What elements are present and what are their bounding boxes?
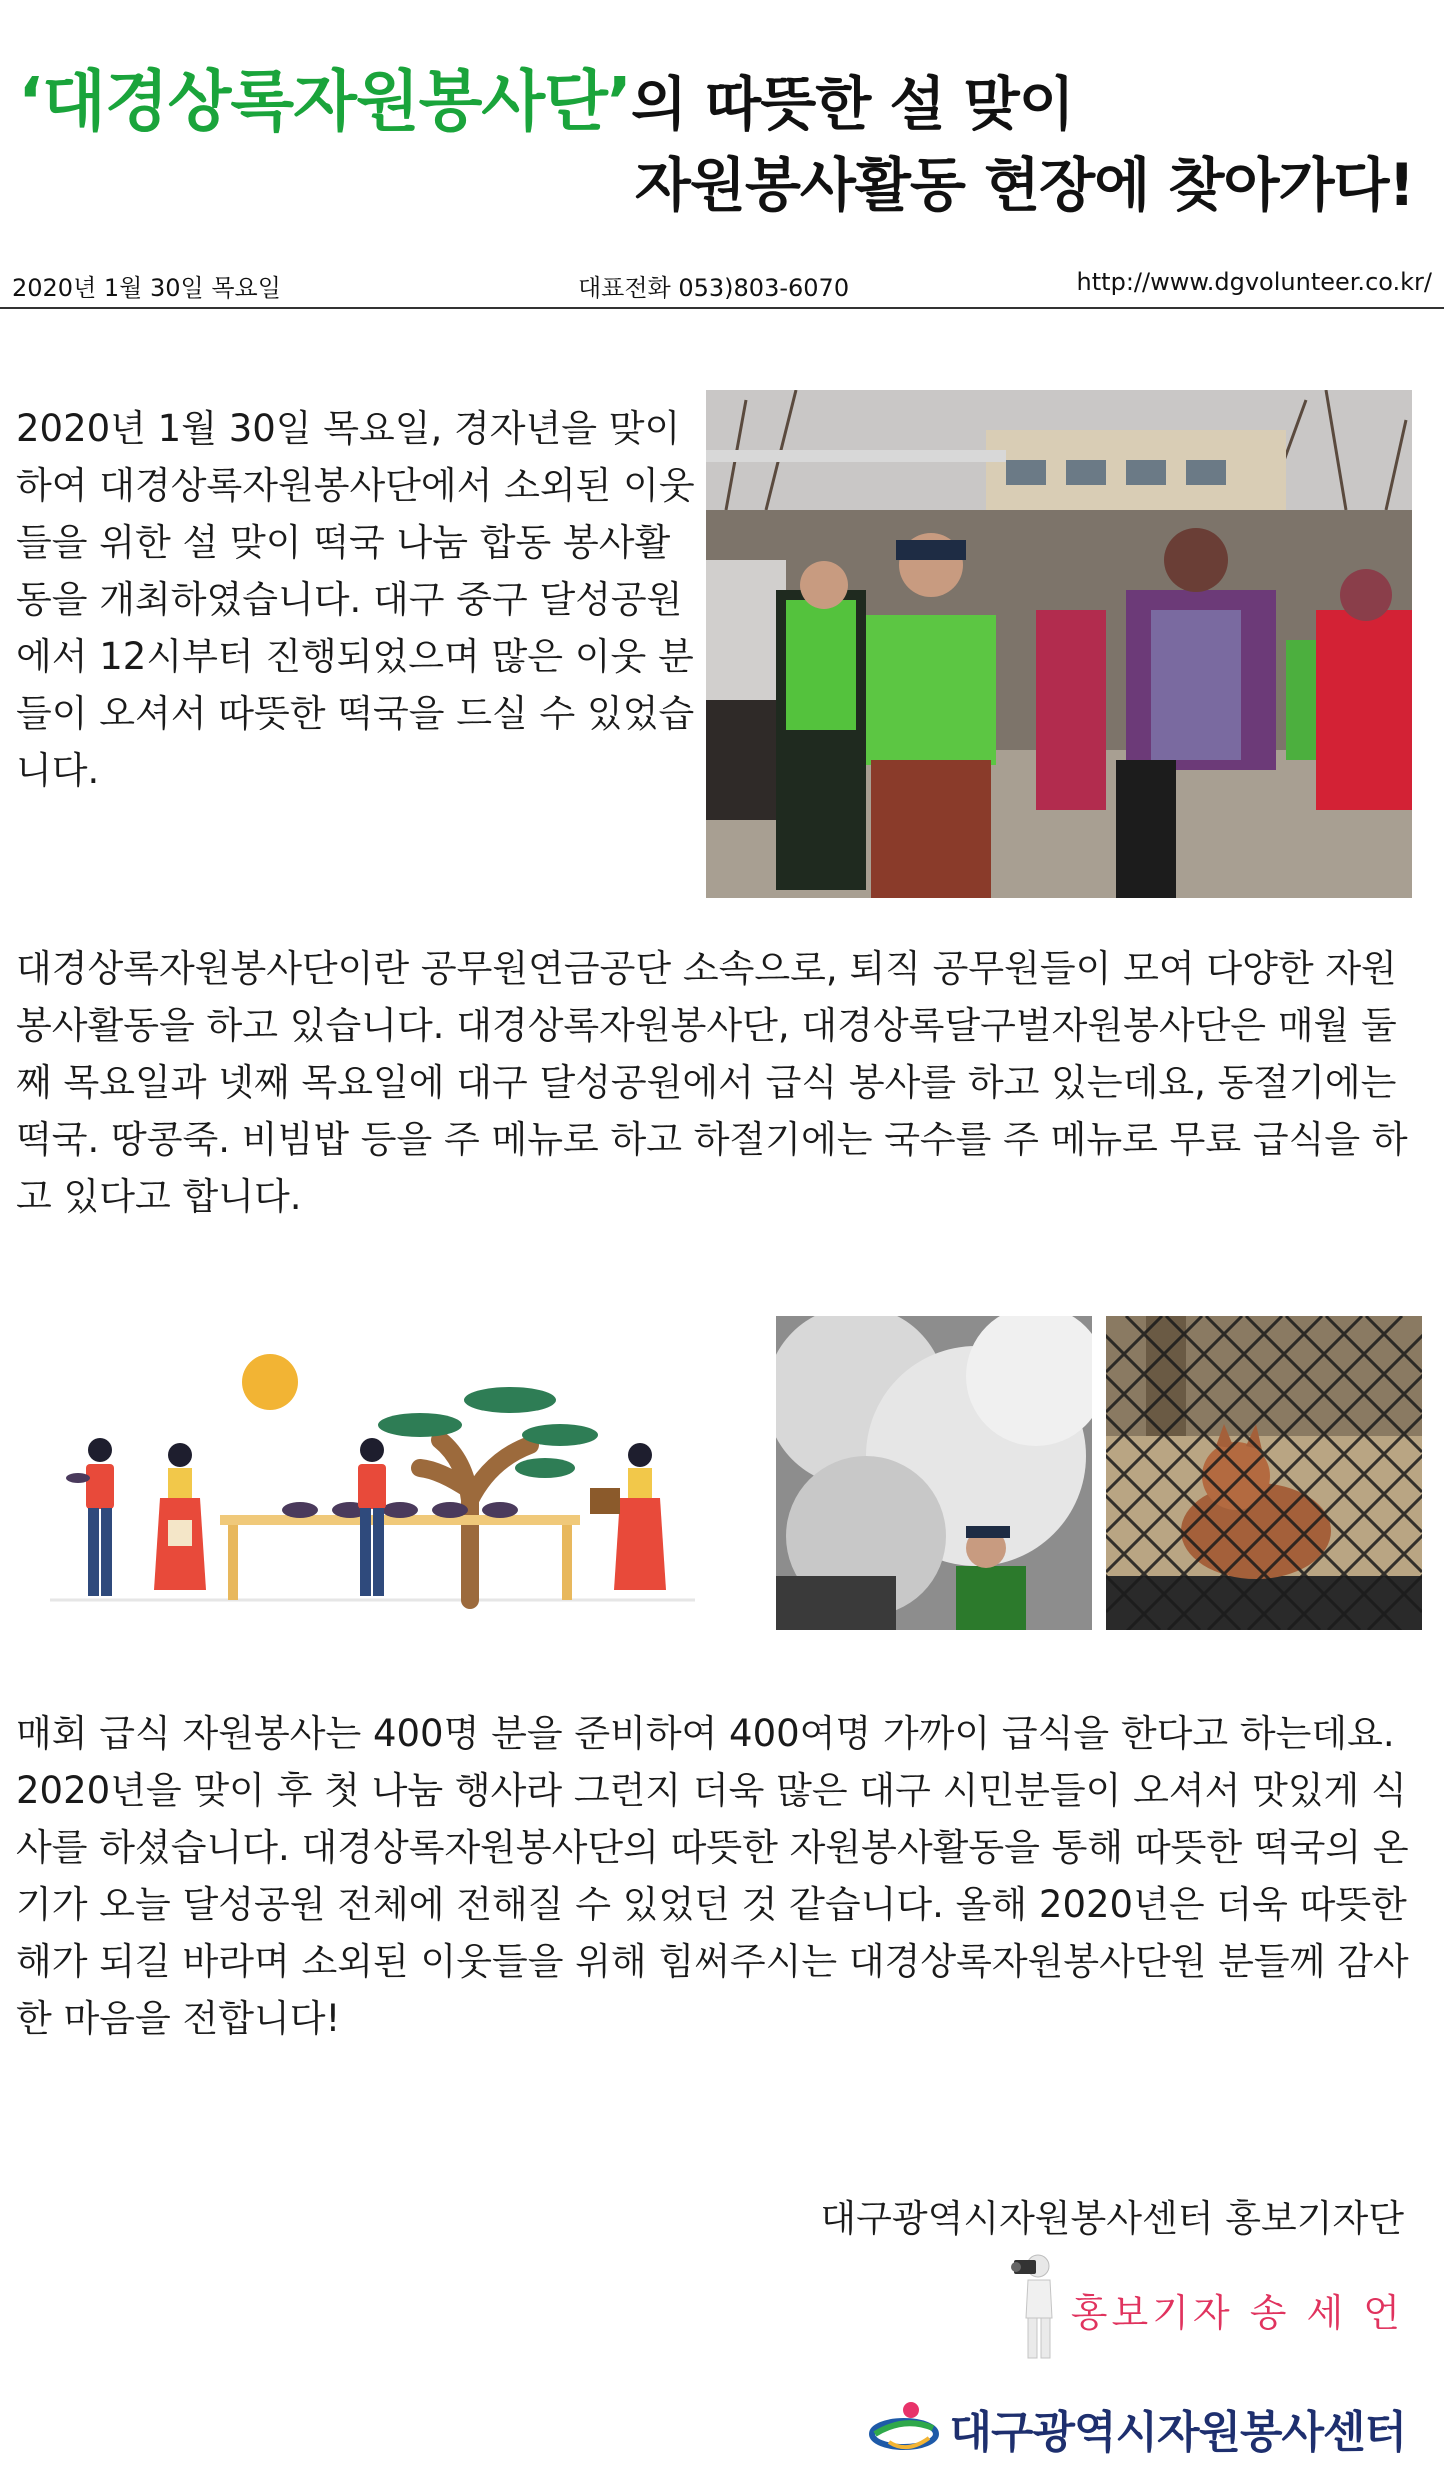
headline-rest: 의 따뜻한 설 맞이 xyxy=(630,70,1074,138)
reporter-camera-figure-icon xyxy=(1006,2252,1066,2362)
headline-org-name: ‘대경상록자원봉사단’ xyxy=(18,63,631,140)
reporter-name: 홍보기자 송 세 언 xyxy=(1070,2291,1404,2335)
header-divider xyxy=(0,307,1444,309)
steam-photo xyxy=(776,1316,1092,1630)
seollal-sharing-illustration xyxy=(40,1350,700,1610)
headline-line2: 자원봉사활동 현장에 찾아가다! xyxy=(634,151,1414,219)
zoo-animal-photo xyxy=(1106,1316,1422,1630)
publish-date: 2020년 1월 30일 목요일 xyxy=(12,274,281,302)
website-link[interactable]: http://www.dgvolunteer.co.kr/ xyxy=(1076,268,1432,296)
volunteer-center-logo-icon xyxy=(869,2398,939,2458)
phone-number: 대표전화 053)803-6070 xyxy=(578,274,850,302)
article-paragraph-2: 대경상록자원봉사단이란 공무원연금공단 소속으로, 퇴직 공무원들이 모여 다양한 자원봉사활동을 하고 있습니다. 대경상록자원봉사단, 대경상록달구벌자원봉사단은 매월 둘째 목요일과 넷째 목요일에 대구 달성공원에서 급식 봉사를 하고 있는데요, 동절기에는 떡국. 땅콩죽. 비빔밥 등을 주 메뉴로 하고 하절기에는 국수를 주 메뉴로 무료 급식을 하고 있다고 합니다. xyxy=(16,947,1408,1218)
article-paragraph-3: 매회 급식 자원봉사는 400명 분을 준비하여 400여명 가까이 급식을 한다고 하는데요. 2020년을 맞이 후 첫 나눔 행사라 그런지 더욱 많은 대구 시민분들이 오셔서 맛있게 식사를 하셨습니다. 대경상록자원봉사단의 따뜻한 자원봉사활동을 통해 따뜻한 떡국의 온기가 오늘 달성공원 전체에 전해질 수 있었던 것 같습니다. 올해 2020년은 더욱 따뜻한 해가 되길 바라며 소외된 이웃들을 위해 힘써주시는 대경상록자원봉사단원 분들께 감사한 마음을 전합니다! xyxy=(16,1712,1409,2040)
article-paragraph-1: 2020년 1월 30일 목요일, 경자년을 맞이하여 대경상록자원봉사단에서 소외된 이웃들을 위한 설 맞이 떡국 나눔 합동 봉사활동을 개최하였습니다. 대구 중구 달성공원에서 12시부터 진행되었으며 많은 이웃 분들이 오셔서 따뜻한 떡국을 드실 수 있었습니다. xyxy=(16,407,695,792)
headline-line1 xyxy=(18,48,1074,143)
footer-logo xyxy=(869,2398,1406,2458)
volunteers-photo xyxy=(706,390,1412,898)
press-team-name: 대구광역시자원봉사센터 홍보기자단 xyxy=(820,2197,1404,2240)
footer-org-name: 대구광역시자원봉사센터 xyxy=(949,2407,1406,2458)
